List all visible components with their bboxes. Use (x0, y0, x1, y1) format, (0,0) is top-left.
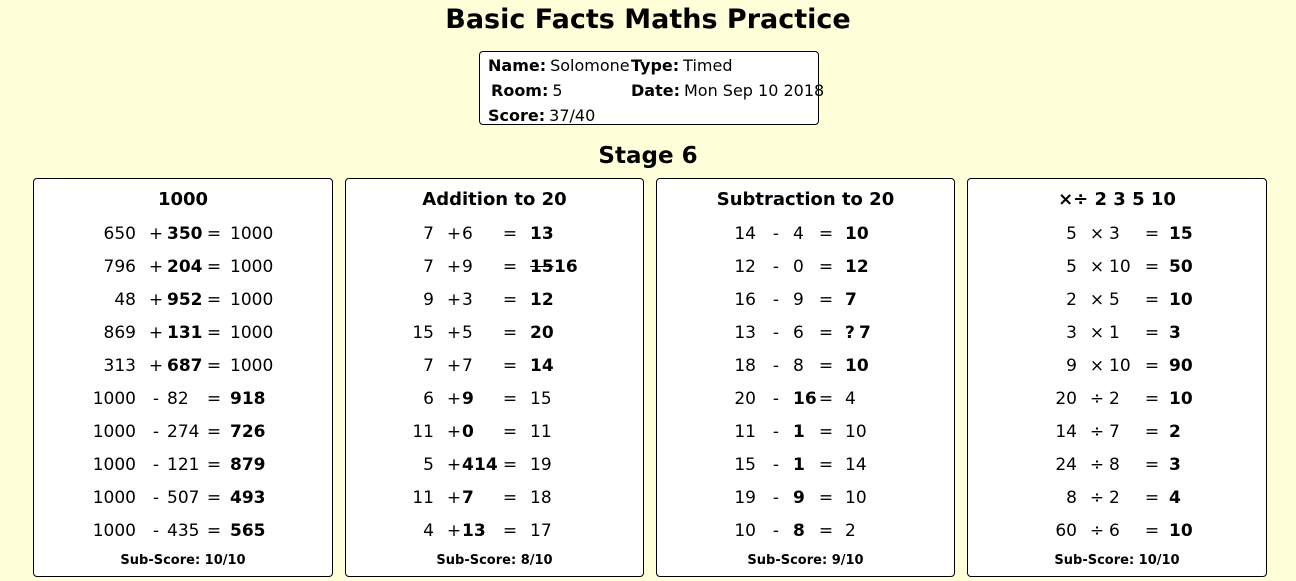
operator: - (772, 356, 780, 376)
problem-row (346, 323, 643, 349)
operand-a: 3 (1066, 323, 1077, 343)
problem-row (34, 488, 332, 514)
operator: × (1089, 224, 1105, 244)
equals-sign: = (1144, 521, 1160, 541)
type-label: Type: (631, 56, 680, 75)
result: 17 (530, 521, 552, 541)
equals-sign: = (1144, 455, 1160, 475)
room-row (491, 81, 563, 100)
operand-b: 13 (462, 521, 486, 541)
operator: + (446, 356, 462, 376)
operand-b: 16 (793, 389, 817, 409)
date-row (631, 81, 824, 100)
operand-a: 60 (1055, 521, 1077, 541)
operand-b: 204 (167, 257, 203, 277)
result: 12 (845, 257, 869, 277)
student-info-box (479, 51, 825, 125)
operand-a: 5 (1066, 224, 1077, 244)
problem-row (346, 521, 643, 547)
result: 13 (530, 224, 554, 244)
result: 15 (530, 389, 552, 409)
operator: × (1089, 290, 1105, 310)
equals-sign: = (206, 356, 222, 376)
operand-b: 6 (1109, 521, 1120, 541)
operand-b: 274 (167, 422, 200, 442)
result: 2 (1169, 422, 1181, 442)
equals-sign: = (206, 323, 222, 343)
operand-b: 5 (462, 323, 473, 343)
equals-sign: = (1144, 257, 1160, 277)
operator: + (148, 257, 164, 277)
operator: - (152, 488, 160, 508)
practice-type: Timed (683, 56, 733, 75)
operator: + (446, 257, 462, 277)
operand-a: 1000 (92, 488, 136, 508)
operand-b: 9 (462, 389, 474, 409)
operator: ÷ (1089, 422, 1105, 442)
score-label: Score: (488, 106, 546, 125)
result: 12 (530, 290, 554, 310)
result: 918 (230, 389, 266, 409)
card-title: ×÷ 2 3 5 10 (1058, 189, 1176, 210)
equals-sign: = (502, 224, 518, 244)
operand-b: 1 (793, 455, 805, 475)
problem-row (657, 224, 954, 250)
equals-sign: = (818, 290, 834, 310)
equals-sign: = (1144, 389, 1160, 409)
card-title: Subtraction to 20 (716, 189, 895, 210)
result: 7 (845, 290, 857, 310)
practice-card (33, 178, 333, 577)
equals-sign: = (502, 389, 518, 409)
practice-card (967, 178, 1267, 577)
type-row (631, 56, 732, 75)
problem-row (346, 389, 643, 415)
operator: - (772, 323, 780, 343)
operand-a: 10 (734, 521, 756, 541)
equals-sign: = (206, 257, 222, 277)
equals-sign: = (502, 488, 518, 508)
result: 19 (530, 455, 552, 475)
result: 493 (230, 488, 266, 508)
result: 50 (1169, 257, 1193, 277)
equals-sign: = (502, 521, 518, 541)
result: 726 (230, 422, 266, 442)
date-label: Date: (631, 81, 680, 100)
operand-b: 1 (793, 422, 805, 442)
problem-row (657, 257, 954, 283)
operand-a: 16 (734, 290, 756, 310)
operand-b: 687 (167, 356, 203, 376)
result: 10 (845, 224, 869, 244)
operator: - (772, 488, 780, 508)
operator: × (1089, 257, 1105, 277)
operator: - (772, 257, 780, 277)
operand-b: 2 (1109, 488, 1120, 508)
problem-row (346, 488, 643, 514)
equals-sign: = (206, 455, 222, 475)
operand-b: 8 (793, 521, 805, 541)
operand-b: 8 (793, 356, 804, 376)
equals-sign: = (206, 389, 222, 409)
operand-b: 952 (167, 290, 203, 310)
operator: - (152, 455, 160, 475)
result: 11 (530, 422, 552, 442)
equals-sign: = (1144, 323, 1160, 343)
operand-a: 9 (1066, 356, 1077, 376)
practice-card (345, 178, 644, 577)
operand-b: 6 (462, 224, 473, 244)
operator: + (446, 521, 462, 541)
problem-row (346, 290, 643, 316)
operator: + (446, 455, 462, 475)
equals-sign: = (502, 257, 518, 277)
operand-b: 8 (1109, 455, 1120, 475)
name-row (488, 56, 630, 75)
equals-sign: = (1144, 290, 1160, 310)
student-name: Solomone (550, 56, 630, 75)
sub-score: Sub-Score: 10/10 (120, 553, 246, 568)
problem-row (346, 257, 643, 283)
operand-a: 15 (734, 455, 756, 475)
equals-sign: = (818, 389, 834, 409)
result: 3 (1169, 455, 1181, 475)
problem-row (34, 257, 332, 283)
operand-b: 435 (167, 521, 200, 541)
equals-sign: = (206, 290, 222, 310)
equals-sign: = (818, 323, 834, 343)
operator: - (152, 389, 160, 409)
result: 4 (845, 389, 856, 409)
operand-a: 48 (114, 290, 136, 310)
operator: + (446, 323, 462, 343)
equals-sign: = (502, 290, 518, 310)
operand-b: 9 (462, 257, 473, 277)
stage-heading: Stage 6 (598, 143, 698, 169)
problem-row (346, 224, 643, 250)
wrong-answer: 15 (530, 257, 554, 277)
operand-a: 11 (412, 488, 434, 508)
equals-sign: = (502, 455, 518, 475)
operator: - (152, 422, 160, 442)
equals-sign: = (818, 257, 834, 277)
result: 16 (554, 257, 578, 277)
operator: + (446, 290, 462, 310)
operator: + (148, 224, 164, 244)
operand-a: 1000 (92, 389, 136, 409)
result: 3 (1169, 323, 1181, 343)
operand-a: 24 (1055, 455, 1077, 475)
operand-a: 313 (103, 356, 136, 376)
result: 18 (530, 488, 552, 508)
operand-a: 20 (1055, 389, 1077, 409)
operand-a: 7 (423, 224, 434, 244)
problem-row (346, 455, 643, 481)
problem-row (34, 455, 332, 481)
equals-sign: = (818, 455, 834, 475)
problem-row (657, 290, 954, 316)
equals-sign: = (1144, 224, 1160, 244)
operand-a: 9 (423, 290, 434, 310)
equals-sign: = (502, 422, 518, 442)
result: 879 (230, 455, 266, 475)
result: 10 (1169, 290, 1193, 310)
result: 10 (845, 488, 867, 508)
operator: + (446, 224, 462, 244)
equals-sign: = (818, 224, 834, 244)
operand-a: 11 (734, 422, 756, 442)
equals-sign: = (1144, 356, 1160, 376)
operator: ÷ (1089, 521, 1105, 541)
operator: + (148, 323, 164, 343)
operand-b: 2 (1109, 389, 1120, 409)
result: 10 (845, 356, 869, 376)
result: 4 (1169, 488, 1181, 508)
operand-a: 6 (423, 389, 434, 409)
equals-sign: = (206, 224, 222, 244)
problem-row (657, 455, 954, 481)
operand-a: 869 (103, 323, 136, 343)
operand-b: 131 (167, 323, 203, 343)
problem-row (34, 323, 332, 349)
operand-b: 5 (1109, 290, 1120, 310)
operand-a: 1000 (92, 521, 136, 541)
result: 14 (845, 455, 867, 475)
operand-b: 4 (793, 224, 804, 244)
operator: × (1089, 356, 1105, 376)
result: 10 (845, 422, 867, 442)
problem-row (968, 224, 1266, 250)
problem-row (346, 356, 643, 382)
operator: - (772, 455, 780, 475)
operand-a: 15 (412, 323, 434, 343)
operand-b: 0 (793, 257, 804, 277)
operand-b: 350 (167, 224, 203, 244)
sub-score: Sub-Score: 8/10 (436, 553, 553, 568)
practice-date: Mon Sep 10 2018 (683, 81, 825, 100)
problem-row (34, 389, 332, 415)
problem-row (968, 356, 1266, 382)
result: 14 (530, 356, 554, 376)
operator: ÷ (1089, 455, 1105, 475)
operand-b: 9 (793, 290, 804, 310)
operand-a: 13 (734, 323, 756, 343)
operand-a: 20 (734, 389, 756, 409)
operator: - (772, 389, 780, 409)
problem-row (968, 389, 1266, 415)
equals-sign: = (206, 488, 222, 508)
operand-a: 2 (1066, 290, 1077, 310)
problem-row (968, 488, 1266, 514)
equals-sign: = (818, 521, 834, 541)
practice-card (656, 178, 955, 577)
equals-sign: = (502, 356, 518, 376)
operator: + (446, 389, 462, 409)
operand-a: 1000 (92, 422, 136, 442)
operator: + (446, 488, 462, 508)
operand-b: 82 (167, 389, 189, 409)
result: 1000 (230, 224, 274, 244)
operand-b: 7 (462, 488, 474, 508)
operand-b-first-attempt: 4 (462, 455, 474, 475)
operand-a: 5 (423, 455, 434, 475)
operator: × (1089, 323, 1105, 343)
result: 10 (1169, 521, 1193, 541)
operand-b: 7 (462, 356, 473, 376)
problem-row (657, 521, 954, 547)
problem-row (657, 356, 954, 382)
operator: - (772, 290, 780, 310)
equals-sign: = (818, 356, 834, 376)
result: 1000 (230, 356, 274, 376)
room-label: Room: (491, 81, 549, 100)
operand-b: 3 (1109, 224, 1120, 244)
operator: + (148, 290, 164, 310)
problem-row (968, 257, 1266, 283)
result: 20 (530, 323, 554, 343)
problem-row (657, 488, 954, 514)
room-number: 5 (552, 81, 563, 100)
unanswered-mark: ? (845, 323, 855, 343)
operand-a: 8 (1066, 488, 1077, 508)
problem-row (657, 389, 954, 415)
operand-a: 5 (1066, 257, 1077, 277)
operand-b: 1 (1109, 323, 1120, 343)
equals-sign: = (1144, 488, 1160, 508)
total-score: 37/40 (549, 106, 596, 125)
name-label: Name: (488, 56, 547, 75)
operator: + (446, 422, 462, 442)
page-title: Basic Facts Maths Practice (445, 4, 851, 35)
problem-row (346, 422, 643, 448)
score-row (488, 106, 595, 125)
operand-b: 0 (462, 422, 474, 442)
operand-b: 7 (1109, 422, 1120, 442)
operand-b: 6 (793, 323, 804, 343)
result: 10 (1169, 389, 1193, 409)
operator: - (772, 521, 780, 541)
sub-score: Sub-Score: 10/10 (1054, 553, 1180, 568)
operator: - (772, 224, 780, 244)
operand-a: 796 (103, 257, 136, 277)
problem-row (968, 290, 1266, 316)
problem-row (968, 323, 1266, 349)
result: 2 (845, 521, 856, 541)
equals-sign: = (206, 521, 222, 541)
card-title: Addition to 20 (422, 189, 567, 210)
operator: + (148, 356, 164, 376)
operand-b: 10 (1109, 257, 1131, 277)
result: 565 (230, 521, 266, 541)
operand-a: 14 (734, 224, 756, 244)
operand-b: 3 (462, 290, 473, 310)
problem-row (34, 290, 332, 316)
problem-row (34, 521, 332, 547)
result: 15 (1169, 224, 1193, 244)
operand-a: 19 (734, 488, 756, 508)
operand-a: 12 (734, 257, 756, 277)
operator: - (152, 521, 160, 541)
operand-a: 11 (412, 422, 434, 442)
equals-sign: = (206, 422, 222, 442)
problem-row (968, 455, 1266, 481)
operand-b: 507 (167, 488, 200, 508)
operand-a: 18 (734, 356, 756, 376)
problem-row (34, 356, 332, 382)
problem-row (968, 422, 1266, 448)
operand-a: 650 (103, 224, 136, 244)
equals-sign: = (818, 488, 834, 508)
operand-a: 14 (1055, 422, 1077, 442)
operand-a: 7 (423, 257, 434, 277)
result: 1000 (230, 323, 274, 343)
operand-a: 7 (423, 356, 434, 376)
operator: ÷ (1089, 389, 1105, 409)
operand-a: 1000 (92, 455, 136, 475)
problem-row (968, 521, 1266, 547)
operand-b: 121 (167, 455, 200, 475)
operand-b: 9 (793, 488, 805, 508)
result: 90 (1169, 356, 1193, 376)
card-title: 1000 (157, 189, 209, 210)
operator: - (772, 422, 780, 442)
operand-b: 14 (474, 455, 498, 475)
problem-row (657, 323, 954, 349)
operand-b: 10 (1109, 356, 1131, 376)
operand-a: 4 (423, 521, 434, 541)
operator: ÷ (1089, 488, 1105, 508)
equals-sign: = (502, 323, 518, 343)
problem-row (34, 422, 332, 448)
problem-row (34, 224, 332, 250)
equals-sign: = (1144, 422, 1160, 442)
result: 1000 (230, 257, 274, 277)
sub-score: Sub-Score: 9/10 (747, 553, 864, 568)
result: 1000 (230, 290, 274, 310)
equals-sign: = (818, 422, 834, 442)
result: 7 (859, 323, 871, 343)
problem-row (657, 422, 954, 448)
